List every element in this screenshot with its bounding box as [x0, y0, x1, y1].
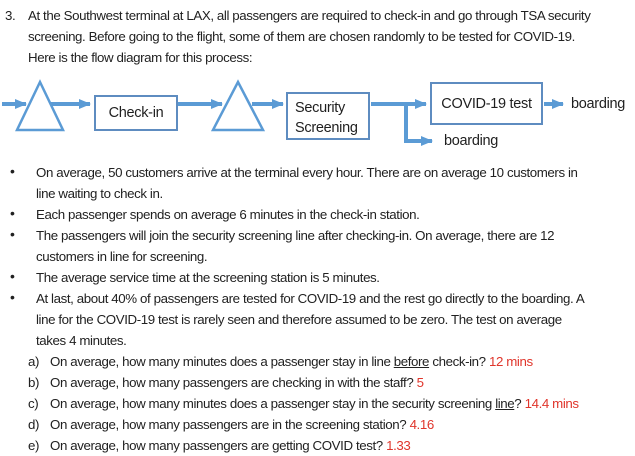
question-text: On average, how many passengers are in the screening station? 4.16	[50, 417, 434, 432]
problem-number: 3.	[5, 8, 16, 23]
list-item	[0, 288, 635, 351]
fact-line: On average, 50 customers arrive at the terminal every hour. There are on average 10 customers in	[36, 165, 578, 180]
boarding-label-top: boarding	[571, 96, 626, 112]
problem-statement	[5, 5, 635, 68]
fact-line: customers in line for screening.	[36, 249, 208, 264]
question-letter: b)	[28, 375, 40, 390]
checkin-box-label: Check-in	[108, 105, 164, 121]
question-text: On average, how many minutes does a passenger stay in line before check-in? 12 mins	[50, 354, 533, 369]
checkin-box	[94, 95, 178, 131]
covid-test-box	[430, 82, 543, 125]
answer-text: 14.4 mins	[524, 396, 579, 411]
bullet-icon: •	[10, 205, 15, 221]
arrow-security-to-boarding	[406, 102, 432, 141]
facts-list	[0, 162, 635, 351]
question-letter: e)	[28, 438, 40, 453]
list-item	[0, 204, 635, 225]
question-text: On average, how many passengers are getting COVID test? 1.33	[50, 438, 411, 453]
list-item	[0, 267, 635, 288]
security-box-label: Security Screening	[295, 100, 358, 136]
question-text: On average, how many passengers are checking in with the staff? 5	[50, 375, 424, 390]
boarding-label-bottom: boarding	[444, 133, 499, 149]
problem-text-line: screening. Before going to the flight, some of them are chosen randomly to be tested for COVID-19.	[28, 29, 575, 44]
list-item	[0, 162, 635, 204]
question-e	[0, 435, 635, 456]
security-screening-box	[286, 92, 370, 140]
problem-text-line: Here is the flow diagram for this process:	[28, 50, 253, 65]
question-letter: c)	[28, 396, 39, 411]
flow-diagram	[0, 78, 635, 158]
fact-line: The passengers will join the security screening line after checking-in. On average, there are 12	[36, 228, 555, 243]
question-letter: a)	[28, 354, 40, 369]
answer-text: 5	[416, 375, 424, 390]
question-text: On average, how many minutes does a passenger stay in the security screening line? 14.4 mins	[50, 396, 579, 411]
fact-line: The average service time at the screening station is 5 minutes.	[36, 270, 380, 285]
answer-text: 1.33	[386, 438, 411, 453]
question-c	[0, 393, 635, 414]
fact-line: line for the COVID-19 test is rarely seen and therefore assumed to be zero. The test on average	[36, 312, 562, 327]
problem-text-line: At the Southwest terminal at LAX, all passengers are required to check-in and go through TSA security	[28, 8, 591, 23]
answer-text: 4.16	[409, 417, 434, 432]
bullet-icon: •	[10, 226, 15, 242]
fact-line: Each passenger spends on average 6 minutes in the check-in station.	[36, 207, 420, 222]
question-a	[0, 351, 635, 372]
list-item	[0, 225, 635, 267]
answer-text: 12 mins	[488, 354, 533, 369]
fact-line: takes 4 minutes.	[36, 333, 127, 348]
question-d	[0, 414, 635, 435]
fact-line: line waiting to check in.	[36, 186, 163, 201]
fact-line: At last, about 40% of passengers are tested for COVID-19 and the rest go directly to the boarding. A	[36, 291, 585, 306]
question-letter: d)	[28, 417, 40, 432]
covid-box-label: COVID-19 test	[441, 95, 532, 112]
bullet-icon: •	[10, 163, 15, 179]
bullet-icon: •	[10, 268, 15, 284]
bullet-icon: •	[10, 289, 15, 305]
questions-list	[0, 351, 635, 456]
question-b	[0, 372, 635, 393]
